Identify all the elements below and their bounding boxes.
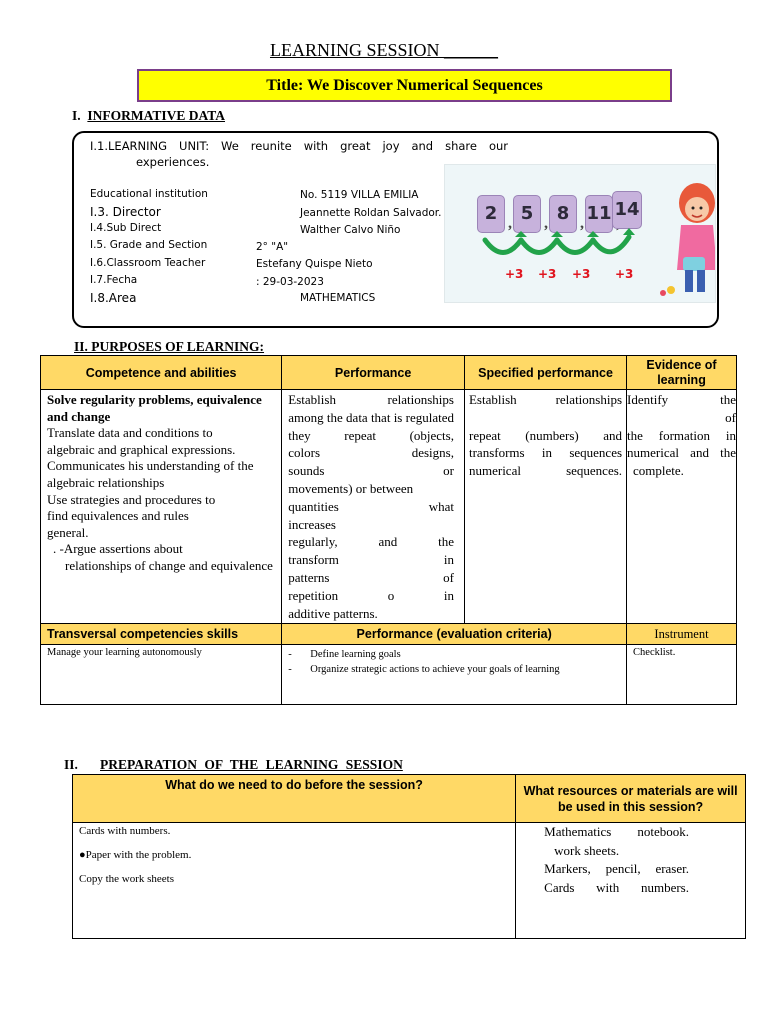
info-label: I.3. Director — [90, 205, 161, 219]
step-label: +3 — [505, 267, 524, 281]
evidence-line: numerical and the — [627, 445, 736, 461]
info-label: I.7.Fecha — [90, 274, 138, 286]
learning-unit-line1: I.1.LEARNING UNIT: We reunite with great joy and share our — [90, 139, 508, 153]
info-value: : 29-03-2023 — [256, 276, 324, 288]
session-title: Title: We Discover Numerical Sequences — [266, 77, 543, 94]
header-resources: What resources or materials are will be used in this session? — [516, 775, 746, 823]
performance-line: colors designs, — [288, 445, 454, 461]
performance-line: regularly, and the — [288, 534, 454, 550]
competence-line: Translate data and conditions to — [47, 425, 213, 441]
sequence-number: 14 — [612, 191, 642, 229]
header-evidence: Evidence of learning — [627, 356, 737, 390]
before-item: Cards with numbers. — [79, 825, 171, 837]
specified-line: repeat (numbers) and — [468, 427, 623, 443]
purposes-heading: II. PURPOSES OF LEARNING: — [74, 339, 265, 354]
performance-line: increases — [288, 516, 336, 532]
info-value: No. 5119 VILLA EMILIA — [300, 189, 419, 201]
specified-line: transforms in sequences — [468, 445, 623, 461]
competence-cell — [41, 390, 282, 624]
before-item: ●Paper with the problem. — [79, 849, 192, 861]
step-label: +3 — [572, 267, 591, 281]
evidence-line: Identify the — [627, 392, 736, 407]
info-value: Estefany Quispe Nieto — [256, 258, 373, 270]
performance-line: among the data that is regulated — [288, 409, 454, 425]
sequence-illustration: 2 , 5 , 8 , 11 14 +3 +3 +3 +3 — [444, 164, 716, 303]
competence-line: Communicates his understanding of the — [47, 458, 254, 474]
sequence-number: 5 — [513, 195, 541, 233]
competence-line: algebraic relationships — [47, 474, 165, 490]
resources-cell — [516, 823, 746, 939]
competence-line: algebraic and graphical expressions. — [47, 441, 236, 457]
performance-cell — [282, 390, 465, 624]
performance-line: movements) or between — [288, 480, 414, 496]
info-value: Jeannette Roldan Salvador. — [300, 207, 442, 219]
header-transversal: Transversal competencies skills — [41, 624, 282, 645]
step-label: +3 — [615, 267, 634, 281]
info-label: I.6.Classroom Teacher — [90, 257, 206, 269]
arrow-icons — [445, 165, 716, 303]
sequence-number: 8 — [549, 195, 577, 233]
evidence-cell — [627, 390, 737, 624]
header-before-session: What do we need to do before the session? — [73, 775, 516, 823]
before-item: Copy the work sheets — [79, 873, 175, 885]
specified-line: numerical sequences. — [468, 463, 623, 479]
instrument-value: Checklist. — [627, 645, 737, 705]
before-session-cell — [73, 823, 516, 939]
competence-line: relationships of change and equivalence — [65, 557, 273, 573]
sequence-number: 11 — [585, 195, 613, 233]
resource-item: Markers, pencil, eraser. — [544, 861, 689, 876]
preparation-table — [72, 774, 746, 939]
criteria-cell: - Define learning goals - Organize strategic actions to achieve your goals of learning — [282, 645, 627, 705]
competence-line: . -Argue assertions about — [53, 541, 183, 557]
document-title: LEARNING SESSION ______ — [269, 40, 498, 60]
specified-line: Establish relationships — [468, 392, 623, 407]
resource-item: work sheets. — [554, 842, 620, 858]
evidence-line: the formation in — [627, 427, 736, 443]
info-label: I.8.Area — [90, 291, 137, 305]
header-instrument: Instrument — [627, 624, 737, 645]
competence-line: general. — [47, 524, 89, 540]
resource-item: Cards with numbers. — [544, 879, 689, 895]
criteria-item: Organize strategic actions to achieve your goals of learning — [310, 664, 560, 676]
preparation-heading: II. PREPARATION OF THE LEARNING SESSION — [64, 757, 403, 772]
performance-line: Establish relationships — [288, 392, 454, 407]
learning-unit-line2: experiences. — [136, 155, 210, 169]
performance-line: transform in — [288, 552, 454, 568]
competence-title: Solve regularity problems, equivalence and change — [47, 392, 262, 424]
info-value: 2° "A" — [256, 241, 289, 253]
header-specified: Specified performance — [464, 356, 626, 390]
purposes-table — [40, 355, 737, 705]
info-value: MATHEMATICS — [300, 292, 376, 304]
resource-item: Mathematics notebook. — [544, 824, 689, 839]
specified-cell — [464, 390, 626, 624]
evidence-line: complete. — [633, 463, 684, 479]
header-performance: Performance — [282, 356, 465, 390]
header-competence: Competence and abilities — [41, 356, 282, 390]
performance-line: quantities what — [288, 498, 454, 514]
competence-line: find equivalences and rules — [47, 508, 189, 524]
info-value: Walther Calvo Niño — [300, 224, 401, 236]
performance-line: additive patterns. — [288, 605, 378, 621]
transversal-skill: Manage your learning autonomously — [41, 645, 282, 705]
evidence-line: of — [725, 409, 736, 425]
performance-line: repetition o in — [288, 587, 454, 603]
header-criteria: Performance (evaluation criteria) — [282, 624, 627, 645]
informative-heading: I. INFORMATIVE DATA — [72, 108, 226, 123]
info-label: I.5. Grade and Section — [90, 239, 208, 251]
sequence-number: 2 — [477, 195, 505, 233]
performance-line: they repeat (objects, — [288, 427, 454, 443]
criteria-item: Define learning goals — [310, 649, 401, 661]
performance-line: patterns of — [288, 569, 454, 585]
info-label: I.4.Sub Direct — [90, 222, 162, 234]
competence-line: Use strategies and procedures to — [47, 491, 216, 507]
info-label: Educational institution — [90, 188, 208, 200]
session-title-box — [137, 69, 672, 102]
step-label: +3 — [538, 267, 557, 281]
performance-line: sounds or — [288, 463, 454, 479]
